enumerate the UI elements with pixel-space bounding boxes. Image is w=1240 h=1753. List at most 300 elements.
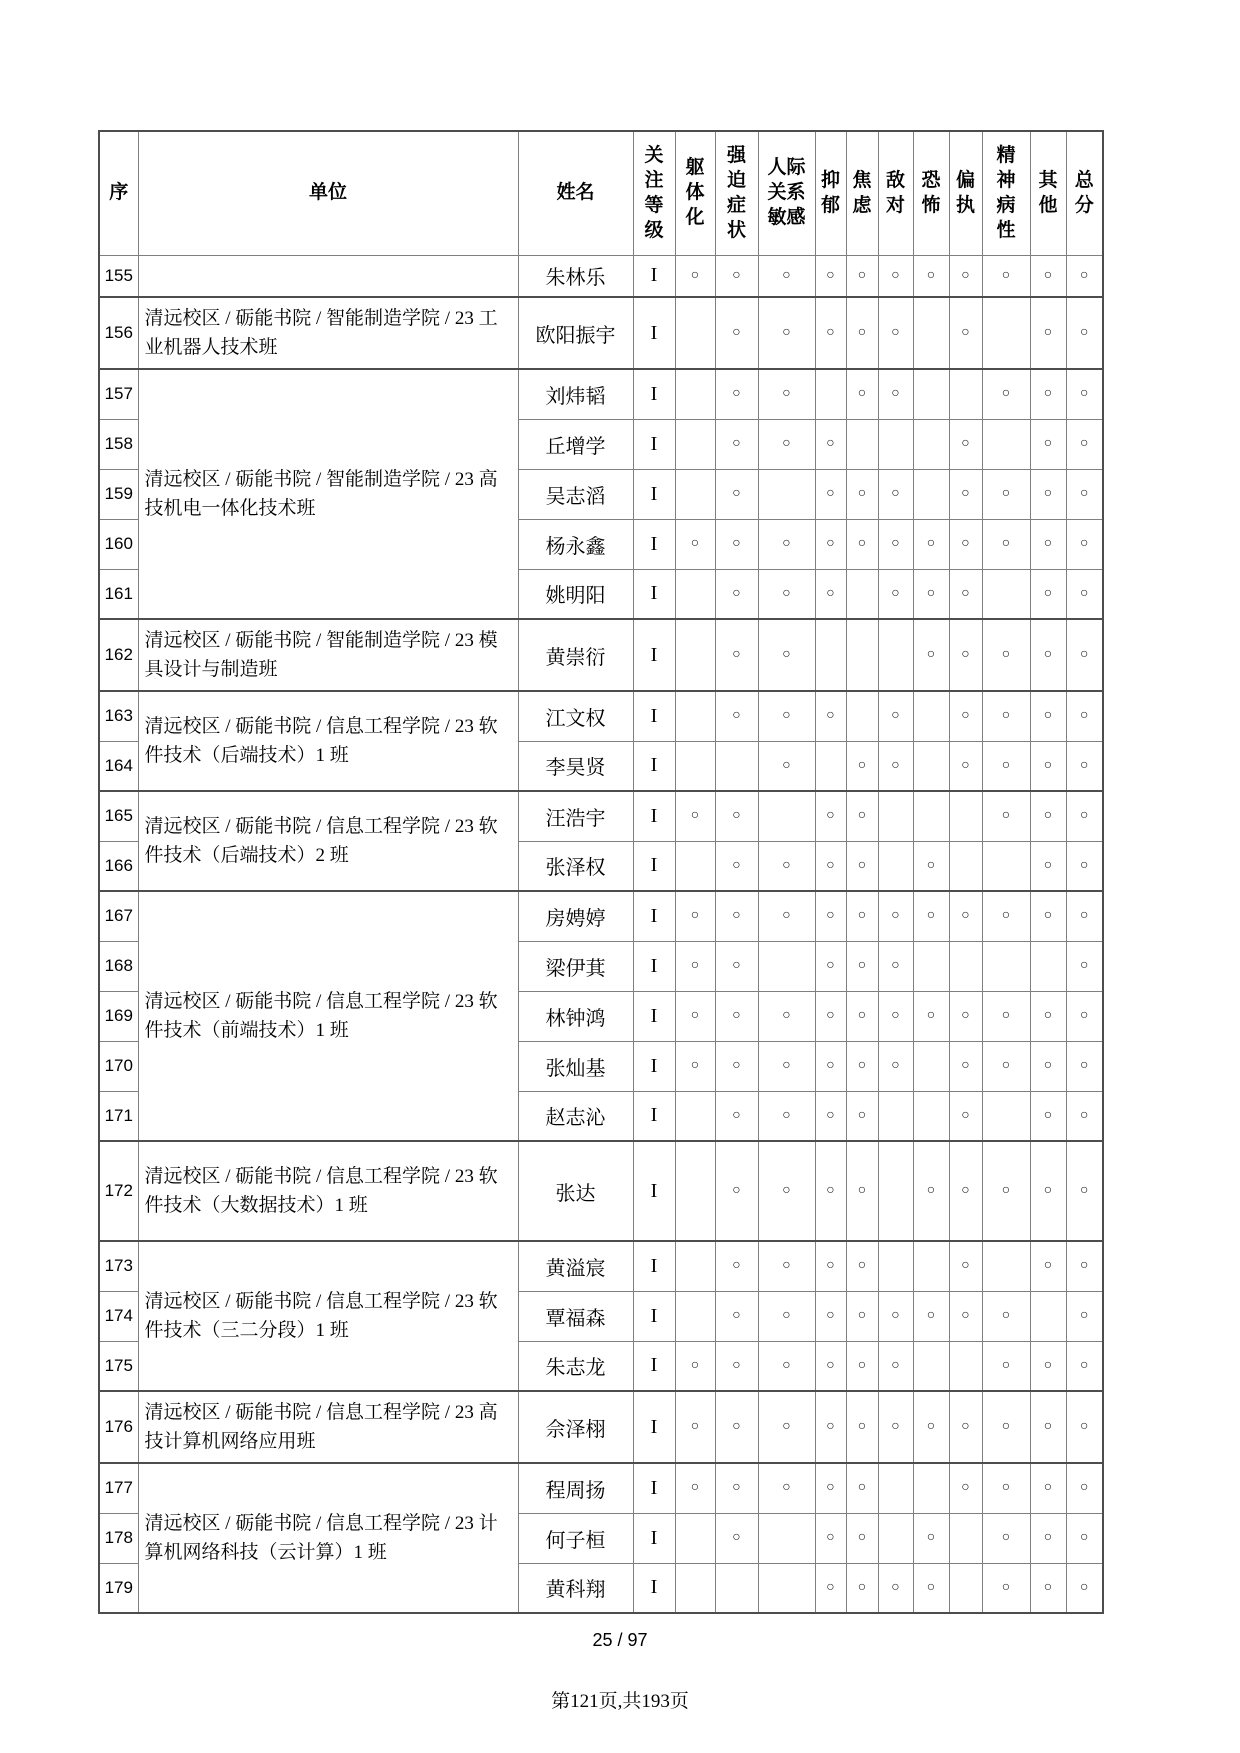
col-header-name: 姓名 bbox=[518, 131, 633, 255]
unit-cell: 清远校区 / 砺能书院 / 智能制造学院 / 23 高技机电一体化技术班 bbox=[138, 369, 518, 619]
attention-level-cell: I bbox=[633, 991, 675, 1041]
mark-circle-cell: ○ bbox=[949, 255, 982, 297]
mark-circle-cell: ○ bbox=[913, 255, 949, 297]
mark-circle-cell: ○ bbox=[1030, 1341, 1066, 1391]
mark-circle-cell: ○ bbox=[982, 1563, 1030, 1613]
mark-circle-cell: ○ bbox=[846, 1513, 878, 1563]
mark-empty-cell bbox=[846, 569, 878, 619]
attention-level-cell: I bbox=[633, 1041, 675, 1091]
mark-empty-cell bbox=[913, 297, 949, 369]
psych-screening-table bbox=[98, 130, 1104, 1614]
mark-circle-cell: ○ bbox=[846, 1391, 878, 1463]
mark-empty-cell bbox=[982, 841, 1030, 891]
mark-empty-cell bbox=[878, 1463, 913, 1513]
mark-empty-cell bbox=[675, 741, 715, 791]
mark-circle-cell: ○ bbox=[878, 369, 913, 419]
name-cell: 姚明阳 bbox=[518, 569, 633, 619]
mark-circle-cell: ○ bbox=[815, 469, 846, 519]
mark-circle-cell: ○ bbox=[758, 991, 815, 1041]
mark-circle-cell: ○ bbox=[982, 1341, 1030, 1391]
mark-circle-cell: ○ bbox=[715, 1241, 758, 1291]
mark-circle-cell: ○ bbox=[715, 1341, 758, 1391]
mark-circle-cell: ○ bbox=[878, 1291, 913, 1341]
mark-circle-cell: ○ bbox=[715, 941, 758, 991]
attention-level-cell: I bbox=[633, 1141, 675, 1241]
mark-circle-cell: ○ bbox=[913, 569, 949, 619]
mark-circle-cell: ○ bbox=[815, 297, 846, 369]
depression-label: 抑郁 bbox=[820, 169, 840, 216]
table-row bbox=[99, 1463, 1103, 1513]
name-cell: 覃福森 bbox=[518, 1291, 633, 1341]
mark-circle-cell: ○ bbox=[1066, 691, 1103, 741]
mark-empty-cell bbox=[949, 791, 982, 841]
mark-circle-cell: ○ bbox=[1066, 1091, 1103, 1141]
seq-cell: 175 bbox=[99, 1341, 138, 1391]
mark-circle-cell: ○ bbox=[1066, 369, 1103, 419]
mark-circle-cell: ○ bbox=[1066, 791, 1103, 841]
anxiety-label: 焦虑 bbox=[852, 169, 872, 216]
table-row bbox=[99, 1241, 1103, 1291]
mark-circle-cell: ○ bbox=[1030, 891, 1066, 941]
attention-level-cell: I bbox=[633, 255, 675, 297]
table-row bbox=[99, 255, 1103, 297]
mark-circle-cell: ○ bbox=[949, 297, 982, 369]
attention-level-cell: I bbox=[633, 1463, 675, 1513]
mark-empty-cell bbox=[815, 369, 846, 419]
mark-circle-cell: ○ bbox=[846, 1563, 878, 1613]
mark-circle-cell: ○ bbox=[949, 1041, 982, 1091]
name-cell: 刘炜韬 bbox=[518, 369, 633, 419]
unit-cell: 清远校区 / 砺能书院 / 信息工程学院 / 23 高技计算机网络应用班 bbox=[138, 1391, 518, 1463]
mark-circle-cell: ○ bbox=[982, 619, 1030, 691]
mark-circle-cell: ○ bbox=[715, 791, 758, 841]
mark-circle-cell: ○ bbox=[758, 1291, 815, 1341]
mark-circle-cell: ○ bbox=[949, 1241, 982, 1291]
seq-cell: 174 bbox=[99, 1291, 138, 1341]
mark-circle-cell: ○ bbox=[815, 841, 846, 891]
name-cell: 张泽权 bbox=[518, 841, 633, 891]
name-cell: 黄崇衍 bbox=[518, 619, 633, 691]
mark-circle-cell: ○ bbox=[758, 691, 815, 741]
seq-cell: 164 bbox=[99, 741, 138, 791]
col-header-phobia bbox=[913, 131, 949, 255]
mark-empty-cell bbox=[913, 741, 949, 791]
mark-empty-cell bbox=[675, 841, 715, 891]
mark-circle-cell: ○ bbox=[1030, 1091, 1066, 1141]
mark-empty-cell bbox=[815, 741, 846, 791]
table-row bbox=[99, 369, 1103, 419]
mark-empty-cell bbox=[878, 1091, 913, 1141]
name-cell: 朱志龙 bbox=[518, 1341, 633, 1391]
name-cell: 杨永鑫 bbox=[518, 519, 633, 569]
mark-circle-cell: ○ bbox=[949, 741, 982, 791]
unit-cell: 清远校区 / 砺能书院 / 信息工程学院 / 23 软件技术（前端技术）1 班 bbox=[138, 891, 518, 1141]
name-cell: 何子桓 bbox=[518, 1513, 633, 1563]
mark-circle-cell: ○ bbox=[846, 1291, 878, 1341]
seq-cell: 156 bbox=[99, 297, 138, 369]
mark-circle-cell: ○ bbox=[846, 469, 878, 519]
mark-circle-cell: ○ bbox=[949, 1291, 982, 1341]
attention-level-cell: I bbox=[633, 1341, 675, 1391]
seq-cell: 170 bbox=[99, 1041, 138, 1091]
mark-circle-cell: ○ bbox=[878, 991, 913, 1041]
mark-circle-cell: ○ bbox=[846, 369, 878, 419]
attention-level-cell: I bbox=[633, 741, 675, 791]
mark-circle-cell: ○ bbox=[715, 1141, 758, 1241]
mark-circle-cell: ○ bbox=[675, 791, 715, 841]
mark-circle-cell: ○ bbox=[846, 841, 878, 891]
mark-circle-cell: ○ bbox=[815, 991, 846, 1041]
mark-circle-cell: ○ bbox=[815, 1141, 846, 1241]
mark-circle-cell: ○ bbox=[715, 691, 758, 741]
somatization-label: 躯体化 bbox=[685, 157, 705, 229]
table-row bbox=[99, 691, 1103, 741]
interpersonal-sensitivity-label: 人际关系敏感 bbox=[767, 157, 806, 229]
mark-circle-cell: ○ bbox=[815, 1091, 846, 1141]
table-row bbox=[99, 891, 1103, 941]
mark-empty-cell bbox=[878, 619, 913, 691]
mark-circle-cell: ○ bbox=[758, 255, 815, 297]
seq-cell: 171 bbox=[99, 1091, 138, 1141]
mark-circle-cell: ○ bbox=[1066, 255, 1103, 297]
mark-circle-cell: ○ bbox=[1066, 1513, 1103, 1563]
page-number-info: 第121页,共193页 bbox=[551, 1691, 689, 1712]
mark-circle-cell: ○ bbox=[1030, 691, 1066, 741]
col-header-unit: 单位 bbox=[138, 131, 518, 255]
mark-empty-cell bbox=[949, 841, 982, 891]
total-score-label: 总分 bbox=[1074, 169, 1094, 216]
mark-circle-cell: ○ bbox=[758, 891, 815, 941]
mark-circle-cell: ○ bbox=[815, 691, 846, 741]
attention-level-cell: I bbox=[633, 569, 675, 619]
name-cell: 佘泽栩 bbox=[518, 1391, 633, 1463]
mark-circle-cell: ○ bbox=[913, 891, 949, 941]
mark-circle-cell: ○ bbox=[758, 1091, 815, 1141]
mark-circle-cell: ○ bbox=[815, 519, 846, 569]
mark-circle-cell: ○ bbox=[982, 469, 1030, 519]
mark-circle-cell: ○ bbox=[758, 1241, 815, 1291]
mark-circle-cell: ○ bbox=[913, 519, 949, 569]
mark-empty-cell bbox=[715, 741, 758, 791]
mark-circle-cell: ○ bbox=[846, 1241, 878, 1291]
mark-circle-cell: ○ bbox=[715, 569, 758, 619]
mark-circle-cell: ○ bbox=[715, 469, 758, 519]
mark-circle-cell: ○ bbox=[846, 519, 878, 569]
mark-circle-cell: ○ bbox=[1030, 369, 1066, 419]
mark-circle-cell: ○ bbox=[949, 691, 982, 741]
mark-circle-cell: ○ bbox=[815, 1041, 846, 1091]
mark-circle-cell: ○ bbox=[913, 1513, 949, 1563]
mark-circle-cell: ○ bbox=[715, 891, 758, 941]
seq-cell: 176 bbox=[99, 1391, 138, 1463]
mark-circle-cell: ○ bbox=[878, 1341, 913, 1391]
mark-circle-cell: ○ bbox=[878, 891, 913, 941]
mark-circle-cell: ○ bbox=[1066, 1463, 1103, 1513]
mark-circle-cell: ○ bbox=[878, 255, 913, 297]
mark-circle-cell: ○ bbox=[846, 891, 878, 941]
col-header-depression bbox=[815, 131, 846, 255]
mark-circle-cell: ○ bbox=[758, 569, 815, 619]
mark-circle-cell: ○ bbox=[758, 519, 815, 569]
mark-empty-cell bbox=[1030, 1291, 1066, 1341]
mark-empty-cell bbox=[758, 941, 815, 991]
name-cell: 张达 bbox=[518, 1141, 633, 1241]
seq-cell: 173 bbox=[99, 1241, 138, 1291]
mark-circle-cell: ○ bbox=[758, 841, 815, 891]
mark-empty-cell bbox=[878, 1141, 913, 1241]
mark-circle-cell: ○ bbox=[913, 1291, 949, 1341]
mark-circle-cell: ○ bbox=[913, 1141, 949, 1241]
mark-circle-cell: ○ bbox=[878, 297, 913, 369]
mark-empty-cell bbox=[913, 1463, 949, 1513]
mark-circle-cell: ○ bbox=[758, 1463, 815, 1513]
mark-circle-cell: ○ bbox=[715, 297, 758, 369]
mark-circle-cell: ○ bbox=[1066, 1391, 1103, 1463]
mark-circle-cell: ○ bbox=[878, 519, 913, 569]
mark-empty-cell bbox=[758, 469, 815, 519]
mark-empty-cell bbox=[982, 419, 1030, 469]
mark-circle-cell: ○ bbox=[758, 419, 815, 469]
attention-level-label: 关注等级 bbox=[644, 144, 664, 242]
seq-cell: 159 bbox=[99, 469, 138, 519]
mark-circle-cell: ○ bbox=[949, 891, 982, 941]
seq-cell: 163 bbox=[99, 691, 138, 741]
mark-empty-cell bbox=[675, 1091, 715, 1141]
mark-circle-cell: ○ bbox=[1030, 1241, 1066, 1291]
table-row bbox=[99, 619, 1103, 691]
mark-circle-cell: ○ bbox=[715, 1041, 758, 1091]
table-row bbox=[99, 1141, 1103, 1241]
unit-cell: 清远校区 / 砺能书院 / 信息工程学院 / 23 计算机网络科技（云计算）1 班 bbox=[138, 1463, 518, 1613]
mark-circle-cell: ○ bbox=[1030, 991, 1066, 1041]
mark-empty-cell bbox=[675, 569, 715, 619]
mark-circle-cell: ○ bbox=[1030, 841, 1066, 891]
attention-level-cell: I bbox=[633, 941, 675, 991]
mark-circle-cell: ○ bbox=[675, 1341, 715, 1391]
mark-circle-cell: ○ bbox=[949, 469, 982, 519]
mark-circle-cell: ○ bbox=[949, 1463, 982, 1513]
mark-circle-cell: ○ bbox=[1066, 419, 1103, 469]
mark-circle-cell: ○ bbox=[1066, 569, 1103, 619]
mark-empty-cell bbox=[758, 1563, 815, 1613]
unit-cell: 清远校区 / 砺能书院 / 信息工程学院 / 23 软件技术（三二分段）1 班 bbox=[138, 1241, 518, 1391]
mark-circle-cell: ○ bbox=[815, 255, 846, 297]
mark-circle-cell: ○ bbox=[949, 519, 982, 569]
obsession-label: 强迫症状 bbox=[726, 144, 746, 242]
mark-circle-cell: ○ bbox=[815, 1391, 846, 1463]
attention-level-cell: I bbox=[633, 891, 675, 941]
mark-circle-cell: ○ bbox=[982, 741, 1030, 791]
mark-circle-cell: ○ bbox=[846, 255, 878, 297]
attention-level-cell: I bbox=[633, 1513, 675, 1563]
name-cell: 吴志滔 bbox=[518, 469, 633, 519]
col-header-psychoticism bbox=[982, 131, 1030, 255]
unit-cell bbox=[138, 255, 518, 297]
seq-cell: 155 bbox=[99, 255, 138, 297]
mark-circle-cell: ○ bbox=[878, 941, 913, 991]
mark-circle-cell: ○ bbox=[846, 941, 878, 991]
mark-empty-cell bbox=[675, 419, 715, 469]
mark-circle-cell: ○ bbox=[1066, 1341, 1103, 1391]
mark-empty-cell bbox=[913, 691, 949, 741]
mark-circle-cell: ○ bbox=[1030, 419, 1066, 469]
mark-empty-cell bbox=[675, 1563, 715, 1613]
mark-circle-cell: ○ bbox=[878, 741, 913, 791]
mark-circle-cell: ○ bbox=[1066, 1141, 1103, 1241]
mark-empty-cell bbox=[715, 1563, 758, 1613]
mark-circle-cell: ○ bbox=[1066, 1041, 1103, 1091]
mark-circle-cell: ○ bbox=[1066, 1563, 1103, 1613]
mark-empty-cell bbox=[675, 1241, 715, 1291]
mark-circle-cell: ○ bbox=[846, 991, 878, 1041]
mark-empty-cell bbox=[675, 691, 715, 741]
mark-circle-cell: ○ bbox=[878, 469, 913, 519]
mark-circle-cell: ○ bbox=[982, 691, 1030, 741]
mark-circle-cell: ○ bbox=[815, 941, 846, 991]
mark-circle-cell: ○ bbox=[1066, 941, 1103, 991]
mark-empty-cell bbox=[913, 1241, 949, 1291]
mark-circle-cell: ○ bbox=[846, 1463, 878, 1513]
mark-empty-cell bbox=[878, 419, 913, 469]
attention-level-cell: I bbox=[633, 1391, 675, 1463]
mark-circle-cell: ○ bbox=[675, 1041, 715, 1091]
mark-circle-cell: ○ bbox=[846, 297, 878, 369]
mark-empty-cell bbox=[982, 1241, 1030, 1291]
other-label: 其他 bbox=[1038, 169, 1058, 216]
attention-level-cell: I bbox=[633, 369, 675, 419]
unit-cell: 清远校区 / 砺能书院 / 智能制造学院 / 23 模具设计与制造班 bbox=[138, 619, 518, 691]
name-cell: 丘增学 bbox=[518, 419, 633, 469]
mark-circle-cell: ○ bbox=[758, 369, 815, 419]
mark-circle-cell: ○ bbox=[878, 1041, 913, 1091]
mark-circle-cell: ○ bbox=[675, 255, 715, 297]
mark-circle-cell: ○ bbox=[949, 991, 982, 1041]
mark-circle-cell: ○ bbox=[1030, 1041, 1066, 1091]
attention-level-cell: I bbox=[633, 619, 675, 691]
mark-empty-cell bbox=[949, 941, 982, 991]
unit-cell: 清远校区 / 砺能书院 / 智能制造学院 / 23 工业机器人技术班 bbox=[138, 297, 518, 369]
mark-circle-cell: ○ bbox=[1066, 519, 1103, 569]
attention-level-cell: I bbox=[633, 419, 675, 469]
col-header-paranoia bbox=[949, 131, 982, 255]
unit-cell: 清远校区 / 砺能书院 / 信息工程学院 / 23 软件技术（后端技术）1 班 bbox=[138, 691, 518, 791]
mark-circle-cell: ○ bbox=[982, 891, 1030, 941]
name-cell: 梁伊萁 bbox=[518, 941, 633, 991]
mark-circle-cell: ○ bbox=[1066, 991, 1103, 1041]
mark-circle-cell: ○ bbox=[846, 1041, 878, 1091]
seq-cell: 160 bbox=[99, 519, 138, 569]
mark-circle-cell: ○ bbox=[715, 619, 758, 691]
mark-circle-cell: ○ bbox=[1030, 255, 1066, 297]
mark-empty-cell bbox=[846, 419, 878, 469]
seq-cell: 158 bbox=[99, 419, 138, 469]
name-cell: 林钟鸿 bbox=[518, 991, 633, 1041]
attention-level-cell: I bbox=[633, 1563, 675, 1613]
mark-circle-cell: ○ bbox=[878, 1563, 913, 1613]
mark-empty-cell bbox=[675, 619, 715, 691]
mark-circle-cell: ○ bbox=[758, 1341, 815, 1391]
mark-circle-cell: ○ bbox=[675, 1463, 715, 1513]
mark-circle-cell: ○ bbox=[715, 991, 758, 1041]
mark-circle-cell: ○ bbox=[846, 1091, 878, 1141]
mark-circle-cell: ○ bbox=[675, 891, 715, 941]
mark-circle-cell: ○ bbox=[982, 991, 1030, 1041]
mark-circle-cell: ○ bbox=[715, 1463, 758, 1513]
mark-circle-cell: ○ bbox=[715, 369, 758, 419]
mark-empty-cell bbox=[913, 419, 949, 469]
mark-circle-cell: ○ bbox=[913, 991, 949, 1041]
mark-circle-cell: ○ bbox=[758, 1391, 815, 1463]
mark-circle-cell: ○ bbox=[758, 1041, 815, 1091]
col-header-somatization bbox=[675, 131, 715, 255]
mark-empty-cell bbox=[982, 941, 1030, 991]
mark-circle-cell: ○ bbox=[715, 841, 758, 891]
header-row bbox=[99, 131, 1103, 255]
col-header-attention-level bbox=[633, 131, 675, 255]
mark-circle-cell: ○ bbox=[715, 255, 758, 297]
seq-cell: 177 bbox=[99, 1463, 138, 1513]
mark-empty-cell bbox=[913, 1091, 949, 1141]
mark-circle-cell: ○ bbox=[715, 419, 758, 469]
mark-empty-cell bbox=[982, 297, 1030, 369]
mark-circle-cell: ○ bbox=[949, 569, 982, 619]
mark-circle-cell: ○ bbox=[1066, 619, 1103, 691]
mark-empty-cell bbox=[758, 1513, 815, 1563]
mark-circle-cell: ○ bbox=[1030, 1513, 1066, 1563]
mark-circle-cell: ○ bbox=[878, 1391, 913, 1463]
psychoticism-label: 精神病性 bbox=[996, 144, 1016, 242]
mark-circle-cell: ○ bbox=[675, 1391, 715, 1463]
mark-circle-cell: ○ bbox=[982, 791, 1030, 841]
mark-empty-cell bbox=[878, 1513, 913, 1563]
name-cell: 江文权 bbox=[518, 691, 633, 741]
mark-circle-cell: ○ bbox=[1066, 1291, 1103, 1341]
phobia-label: 恐怖 bbox=[921, 169, 941, 216]
unit-cell: 清远校区 / 砺能书院 / 信息工程学院 / 23 软件技术（大数据技术）1 班 bbox=[138, 1141, 518, 1241]
mark-empty-cell bbox=[913, 369, 949, 419]
seq-cell: 165 bbox=[99, 791, 138, 841]
mark-circle-cell: ○ bbox=[715, 1091, 758, 1141]
mark-empty-cell bbox=[675, 1141, 715, 1241]
mark-empty-cell bbox=[913, 941, 949, 991]
mark-empty-cell bbox=[878, 791, 913, 841]
table-header bbox=[99, 131, 1103, 255]
mark-empty-cell bbox=[913, 469, 949, 519]
mark-circle-cell: ○ bbox=[913, 1391, 949, 1463]
mark-circle-cell: ○ bbox=[1066, 1241, 1103, 1291]
mark-circle-cell: ○ bbox=[1066, 297, 1103, 369]
mark-circle-cell: ○ bbox=[982, 1391, 1030, 1463]
name-cell: 汪浩宇 bbox=[518, 791, 633, 841]
mark-circle-cell: ○ bbox=[1030, 619, 1066, 691]
mark-empty-cell bbox=[675, 369, 715, 419]
mark-empty-cell bbox=[878, 841, 913, 891]
attention-level-cell: I bbox=[633, 469, 675, 519]
mark-circle-cell: ○ bbox=[1030, 519, 1066, 569]
seq-cell: 168 bbox=[99, 941, 138, 991]
mark-circle-cell: ○ bbox=[913, 841, 949, 891]
name-cell: 黄溢宸 bbox=[518, 1241, 633, 1291]
mark-circle-cell: ○ bbox=[815, 1241, 846, 1291]
attention-level-cell: I bbox=[633, 1241, 675, 1291]
mark-circle-cell: ○ bbox=[1030, 1141, 1066, 1241]
mark-circle-cell: ○ bbox=[675, 991, 715, 1041]
mark-circle-cell: ○ bbox=[1030, 1563, 1066, 1613]
mark-circle-cell: ○ bbox=[1030, 297, 1066, 369]
name-cell: 李昊贤 bbox=[518, 741, 633, 791]
mark-circle-cell: ○ bbox=[815, 1341, 846, 1391]
mark-circle-cell: ○ bbox=[815, 419, 846, 469]
